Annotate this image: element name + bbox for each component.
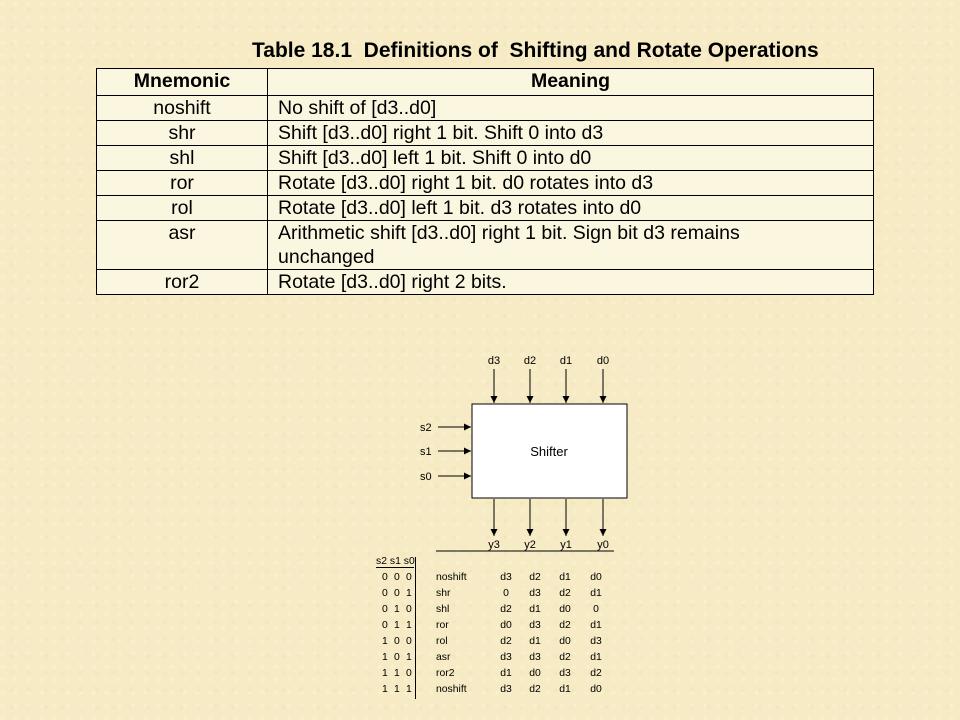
output-label-y0: y0 [597,539,609,551]
tt-s1: 0 [394,652,400,663]
mnemonic-cell: asr [97,221,268,270]
tt-y1: d1 [559,684,571,695]
mnemonic-cell: shr [97,121,268,146]
meaning-cell: Rotate [d3..d0] right 2 bits. [268,270,874,295]
tt-y2: d2 [529,684,541,695]
tt-y0: d1 [590,620,602,631]
tt-y3: d3 [500,684,512,695]
shifter-block-label: Shifter [530,444,568,459]
tt-y3: 0 [503,588,509,599]
tt-s2: 1 [382,684,388,695]
tt-s1: 0 [394,572,400,583]
tt-s1: 1 [394,604,400,615]
tt-y2: d2 [529,572,541,583]
tt-y2: d0 [529,668,541,679]
tt-s1: 0 [394,636,400,647]
tt-op: ror2 [436,668,455,679]
tt-s1: 1 [394,668,400,679]
output-label-y2: y2 [524,539,536,551]
tt-op: rol [436,636,448,647]
tt-y3: d0 [500,620,512,631]
select-label-s2: s2 [420,422,432,434]
tt-op: ror [436,620,449,631]
tt-y0: d2 [590,668,602,679]
tt-s2: 0 [382,588,388,599]
tt-header-s2: s2 [376,556,387,567]
meaning-cell: Rotate [d3..d0] right 1 bit. d0 rotates into d3 [268,171,874,196]
tt-s0: 0 [406,668,412,679]
truth-table-header-rule [376,567,414,568]
tt-s2: 0 [382,604,388,615]
meaning-cell: Shift [d3..d0] right 1 bit. Shift 0 into d3 [268,121,874,146]
tt-y2: d3 [529,652,541,663]
meaning-cell: Shift [d3..d0] left 1 bit. Shift 0 into d0 [268,146,874,171]
tt-s1: 1 [394,684,400,695]
tt-y1: d3 [559,668,571,679]
select-label-s1: s1 [420,446,432,458]
tt-s0: 1 [406,652,412,663]
mnemonic-cell: noshift [97,96,268,121]
page-title: Table 18.1 Definitions of Shifting and Rotate Operations [252,39,819,62]
tt-s0: 1 [406,684,412,695]
tt-header-s0: s0 [403,556,415,567]
input-label-d0: d0 [596,355,610,367]
mnemonic-cell: rol [97,196,268,221]
tt-s2: 1 [382,668,388,679]
tt-op: asr [436,652,451,663]
tt-y0: d1 [590,588,602,599]
tt-s1: 1 [394,620,400,631]
header-mnemonic: Mnemonic [97,69,268,96]
input-label-d3: d3 [487,355,501,367]
tt-y3: d2 [500,636,512,647]
header-meaning: Meaning [268,69,874,96]
tt-y2: d3 [529,588,541,599]
tt-header-s1: s1 [389,556,401,567]
tt-y1: d0 [559,636,571,647]
tt-y0: d1 [590,652,602,663]
tt-y0: d0 [590,572,602,583]
tt-s0: 1 [406,620,412,631]
truth-table-divider [415,557,416,699]
tt-y1: d2 [559,588,571,599]
tt-y0: d3 [590,636,602,647]
output-label-y3: y3 [488,539,500,551]
tt-y3: d3 [500,652,512,663]
tt-s2: 1 [382,636,388,647]
tt-s0: 0 [406,604,412,615]
mnemonic-cell: shl [97,146,268,171]
input-label-d2: d2 [523,355,537,367]
input-label-d1: d1 [559,355,573,367]
tt-s1: 0 [394,588,400,599]
tt-s2: 1 [382,652,388,663]
mnemonic-cell: ror2 [97,270,268,295]
tt-y3: d3 [500,572,512,583]
tt-s0: 1 [406,588,412,599]
tt-y0: d0 [590,684,602,695]
tt-op: shr [436,588,451,599]
tt-y0: 0 [593,604,599,615]
tt-y1: d2 [559,620,571,631]
tt-s2: 0 [382,572,388,583]
tt-y2: d3 [529,620,541,631]
meaning-cell: No shift of [d3..d0] [268,96,874,121]
tt-op: noshift [436,572,467,583]
select-label-s0: s0 [420,471,432,483]
tt-s0: 0 [406,572,412,583]
tt-y2: d1 [529,636,541,647]
meaning-cell: Rotate [d3..d0] left 1 bit. d3 rotates into d0 [268,196,874,221]
tt-y1: d0 [559,604,571,615]
tt-op: shl [436,604,450,615]
tt-y1: d2 [559,652,571,663]
truth-table-header [376,556,415,567]
meaning-cell: Arithmetic shift [d3..d0] right 1 bit. Sign bit d3 remains unchanged [268,221,874,270]
tt-s0: 0 [406,636,412,647]
tt-op: noshift [436,684,467,695]
tt-y2: d1 [529,604,541,615]
tt-s2: 0 [382,620,388,631]
tt-y3: d1 [500,668,512,679]
tt-y1: d1 [559,572,571,583]
mnemonic-cell: ror [97,171,268,196]
tt-y3: d2 [500,604,512,615]
output-label-y1: y1 [560,539,572,551]
